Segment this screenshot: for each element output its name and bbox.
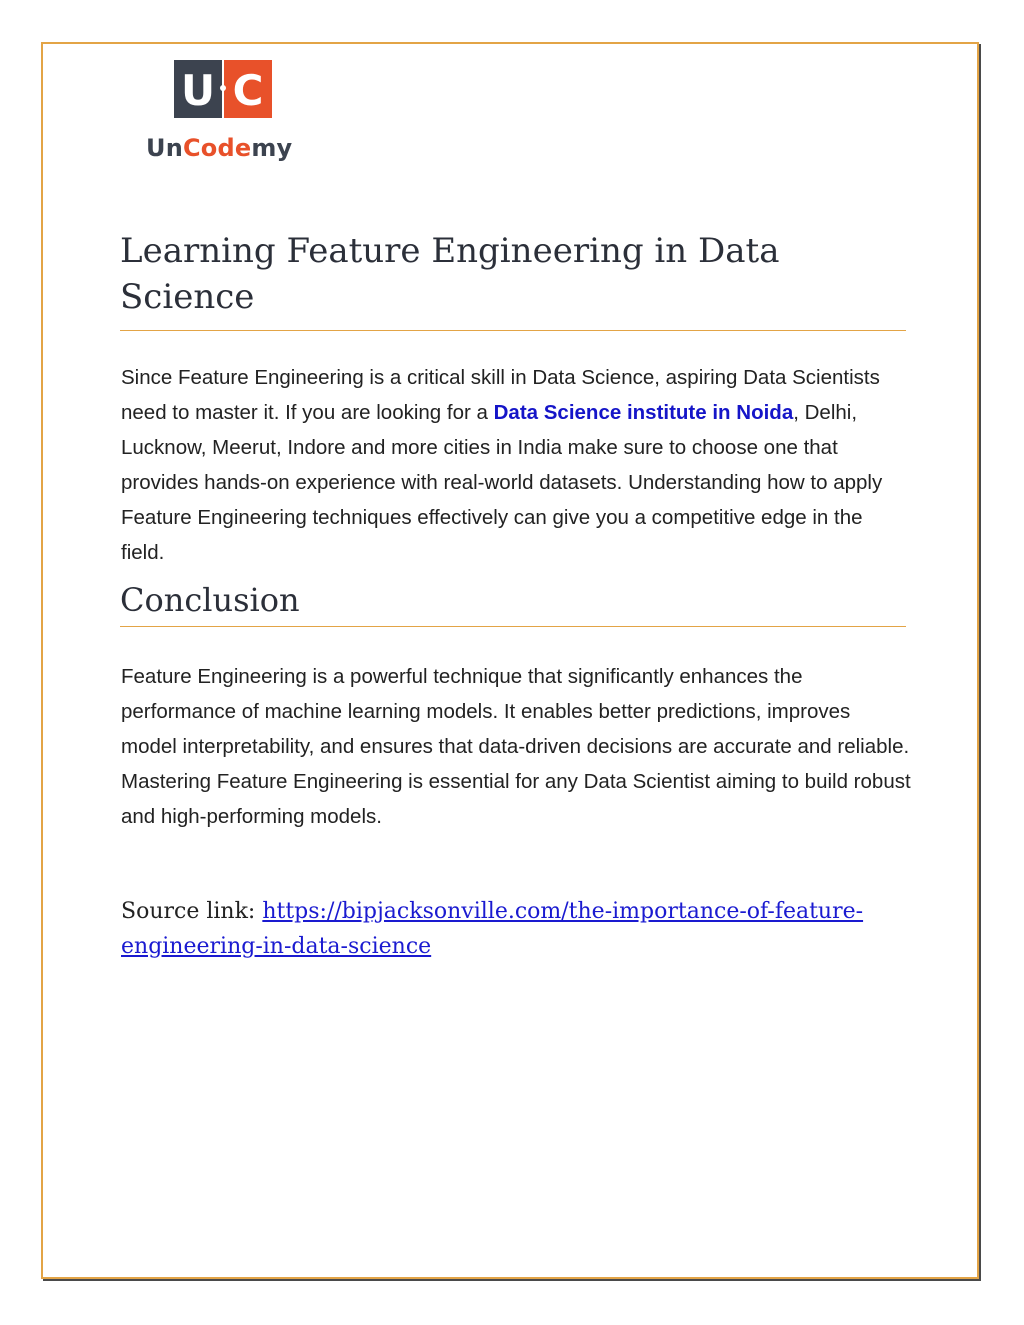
conclusion-paragraph: Feature Engineering is a powerful technique that significantly enhances the performance of machine learning models. It enables better predictions, improves model interpretability, and ensures that data-driven decisions are accurate and reliable. Mastering Feature Engineering is essential for any Data Scientist aiming to build robust and high-performing models. <box>121 665 911 828</box>
logo-mark-u: U <box>180 66 216 115</box>
logo-mark-c: C <box>232 66 264 115</box>
intro-paragraph: Since Feature Engineering is a critical skill in Data Science, aspiring Data Scientists need to master it. If you are looking for a Data Science institute in Noida, Delhi, Lucknow, Meerut, Indore and more cities in India make sure to choose one that provides hands-on experience with real-world datasets. Understanding how to apply Feature Engineering techniques effectively can give you a competitive edge in the field. <box>121 366 883 564</box>
logo-wordmark: UnCodemy <box>146 134 293 162</box>
data-science-institute-link[interactable]: Data Science institute in Noida <box>493 401 794 424</box>
source-label: Source link: <box>121 899 263 924</box>
uncodemy-logo <box>146 60 306 170</box>
conclusion-heading: Conclusion <box>120 578 906 627</box>
source-line <box>121 894 901 964</box>
logo-dot <box>220 85 226 91</box>
page-title: Learning Feature Engineering in Data Science <box>120 228 906 331</box>
source-link[interactable]: https://bipjacksonville.com/the-importance-of-feature-engineering-in-data-science <box>121 899 864 959</box>
logo-mark <box>174 60 272 118</box>
